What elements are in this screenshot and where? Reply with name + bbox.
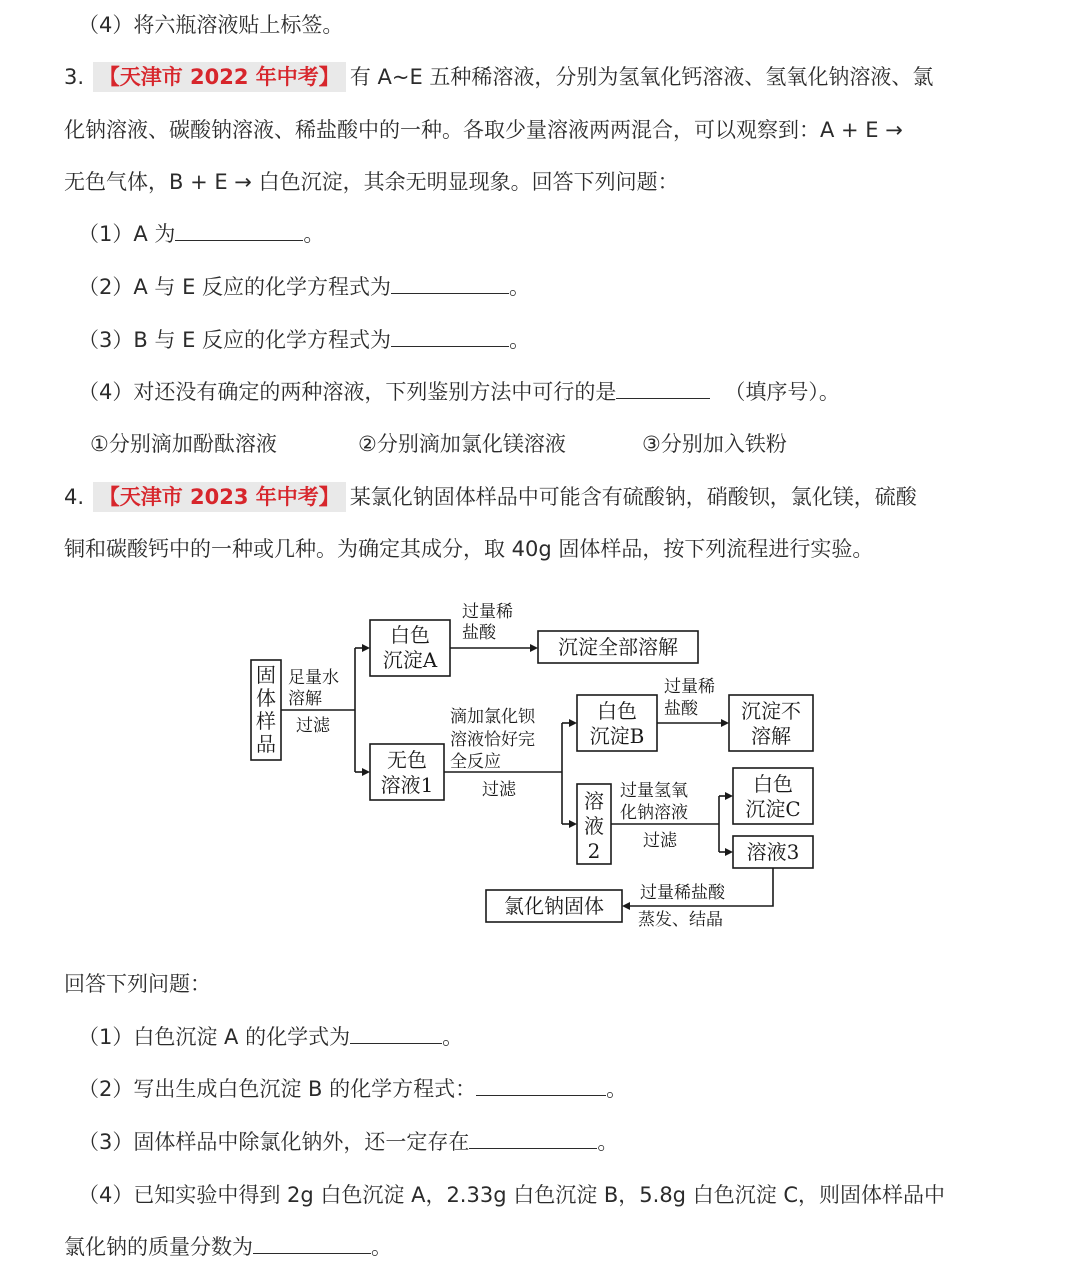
step1-line-3: 过滤: [296, 716, 330, 736]
ppt-b-line-2: 沉淀B: [589, 724, 645, 748]
q3-stem-line-3: 无色气体，B + E → 白色沉淀，其余无明显现象。回答下列问题：: [64, 170, 679, 194]
acid2-line-1: 过量稀: [664, 677, 715, 697]
q4-sub-3-text: （3）固体样品中除氯化钠外，还一定存在: [78, 1130, 470, 1154]
arrow-icon: [362, 768, 370, 776]
q4-answer-blank-2[interactable]: [476, 1075, 606, 1096]
q4-sub-3-end: 。: [597, 1130, 619, 1154]
insoluble-line-1: 沉淀不: [741, 699, 801, 723]
q4-sub-4-line-1: （4）已知实验中得到 2g 白色沉淀 A，2.33g 白色沉淀 B，5.8g 白色沉淀 C，则固体样品中: [78, 1183, 946, 1207]
sample-char-1: 固: [256, 663, 276, 687]
q4-source-tag: 【天津市 2023 年中考】: [93, 482, 346, 512]
step1-line-1: 足量水: [288, 668, 339, 688]
arrow-icon: [622, 902, 630, 910]
acid3-line-1: 过量稀盐酸: [640, 883, 725, 903]
q4-answer-blank-3[interactable]: [469, 1128, 597, 1149]
step1-line-2: 溶解: [288, 689, 322, 709]
solution-2-char-2: 液: [584, 814, 604, 838]
q4-sub-4-end: 。: [371, 1235, 392, 1259]
q3-sub-3-end: 。: [509, 328, 531, 352]
q3-source-tag: 【天津市 2022 年中考】: [93, 62, 346, 92]
arrow-icon: [530, 644, 538, 652]
acid3-line-2: 蒸发、结晶: [638, 910, 723, 930]
bacl2-line-3: 全反应: [450, 752, 501, 772]
dissolved-label: 沉淀全部溶解: [558, 635, 678, 659]
q3-sub-2-end: 。: [509, 275, 531, 299]
q3-stem-line-2: 化钠溶液、碳酸钠溶液、稀盐酸中的一种。各取少量溶液两两混合，可以观察到：A + E →: [64, 118, 903, 142]
solution-1-line-2: 溶液1: [380, 773, 434, 797]
acid1-line-1: 过量稀: [462, 602, 513, 622]
arrow-icon: [569, 820, 577, 828]
q4-answer-blank-4[interactable]: [253, 1233, 371, 1254]
q3-sub-2-text: （2）A 与 E 反应的化学方程式为: [78, 275, 392, 299]
q3-stem-text-1: 有 A~E 五种稀溶液，分别为氢氧化钙溶液、氢氧化钠溶液、氯: [349, 65, 934, 89]
arrow-icon: [721, 719, 729, 727]
q4-stem-text-1: 某氯化钠固体样品中可能含有硫酸钠，硝酸钡，氯化镁，硫酸: [349, 485, 917, 509]
prev-item-4: （4）将六瓶溶液贴上标签。: [78, 13, 344, 37]
sample-char-4: 品: [256, 732, 276, 756]
q4-sub-4-text: 氯化钠的质量分数为: [64, 1235, 253, 1259]
arrow-icon: [725, 848, 733, 856]
q4-answer-blank-1[interactable]: [350, 1023, 442, 1044]
ppt-a-line-2: 沉淀A: [382, 648, 438, 672]
q3-sub-1-text: （1）A 为: [78, 222, 176, 246]
ppt-a-line-1: 白色: [390, 623, 430, 647]
acid1-line-2: 盐酸: [462, 623, 496, 643]
q4-sub-1: [78, 1022, 1040, 1052]
bacl2-line-1: 滴加氯化钡: [450, 707, 535, 727]
q3-sub-4-text: （4）对还没有确定的两种溶液，下列鉴别方法中可行的是: [78, 380, 617, 404]
ppt-c-line-2: 沉淀C: [745, 797, 801, 821]
q3-sub-1-end: 。: [303, 222, 325, 246]
ppt-b-line-1: 白色: [597, 699, 637, 723]
solution-2-char-1: 溶: [584, 789, 604, 813]
q3-number: 3.: [64, 65, 85, 89]
arrow-icon: [362, 644, 370, 652]
q4-sub-2: [78, 1074, 1040, 1104]
q4-stem-line-2: 铜和碳酸钙中的一种或几种。为确定其成分，取 40g 固体样品，按下列流程进行实验。: [64, 537, 874, 561]
sample-char-3: 样: [256, 709, 276, 733]
q4-sub-2-end: 。: [606, 1077, 628, 1101]
acid2-line-2: 盐酸: [664, 699, 698, 719]
arrow-icon: [569, 719, 577, 727]
naoh-line-1: 过量氢氧: [620, 781, 688, 801]
q3-sub-4-tail: （填序号）。: [724, 380, 840, 404]
q3-option-2: ②分别滴加氯化镁溶液: [358, 432, 566, 456]
bacl2-line-4: 过滤: [482, 780, 516, 800]
solution-3-label: 溶液3: [746, 840, 800, 864]
q3-sub-3-text: （3）B 与 E 反应的化学方程式为: [78, 328, 392, 352]
sample-char-2: 体: [256, 686, 276, 710]
q4-number: 4.: [64, 485, 85, 509]
q3-option-3: ③分别加入铁粉: [642, 432, 787, 456]
solution-1-line-1: 无色: [387, 748, 427, 772]
bacl2-line-2: 溶液恰好完: [450, 730, 535, 750]
arrow-icon: [725, 792, 733, 800]
q4-sub-1-end: 。: [442, 1025, 464, 1049]
naoh-line-3: 过滤: [643, 831, 677, 851]
solution-2-char-3: 2: [587, 839, 601, 863]
insoluble-line-2: 溶解: [751, 724, 791, 748]
nacl-solid-label: 氯化钠固体: [504, 894, 604, 918]
ppt-c-line-1: 白色: [753, 772, 793, 796]
q4-answer-intro: 回答下列问题：: [64, 972, 211, 996]
q3-option-1: ①分别滴加酚酞溶液: [90, 432, 277, 456]
q4-sub-1-text: （1）白色沉淀 A 的化学式为: [78, 1025, 351, 1049]
q4-sub-4-line-2: [64, 1232, 1040, 1262]
q4-sub-3: [78, 1127, 1040, 1157]
naoh-line-2: 化钠溶液: [620, 803, 688, 823]
q4-sub-2-text: （2）写出生成白色沉淀 B 的化学方程式：: [78, 1077, 477, 1101]
